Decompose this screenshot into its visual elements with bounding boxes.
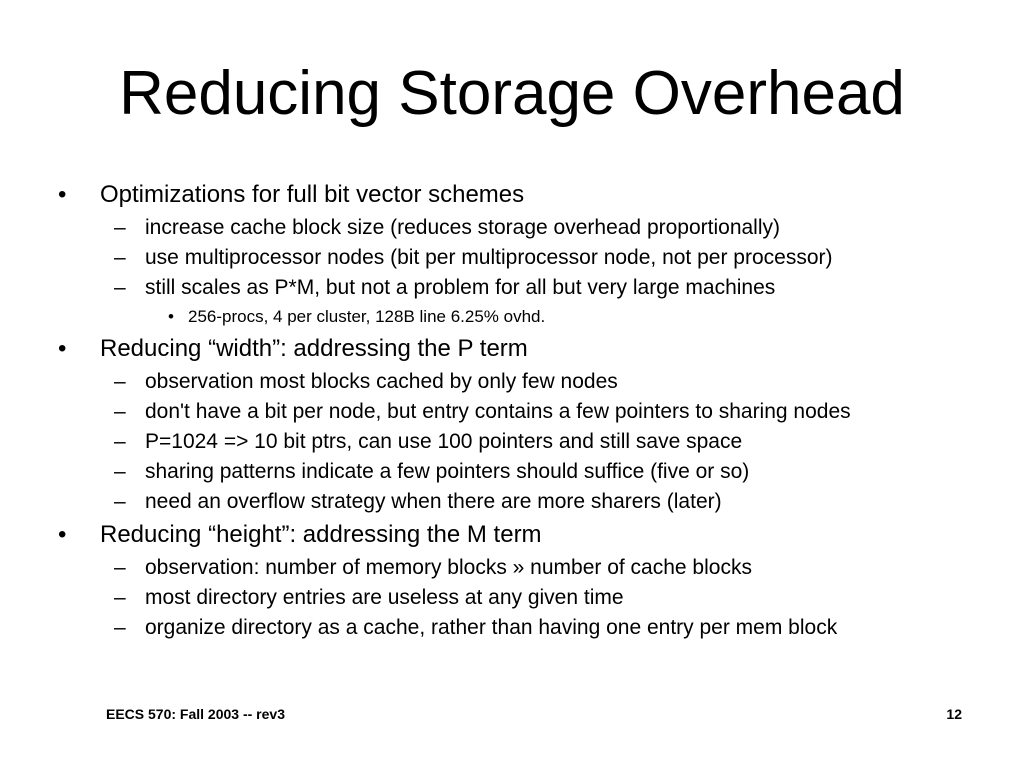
sub-bullet-text: P=1024 => 10 bit ptrs, can use 100 pointers and still save space (145, 430, 743, 453)
dash-glyph: – (114, 586, 126, 609)
sub-bullet (100, 616, 1003, 640)
dash-glyph: – (114, 616, 126, 639)
sub-bullet-text: sharing patterns indicate a few pointers should suffice (five or so) (145, 460, 750, 483)
bullet-text: Optimizations for full bit vector schemes (100, 181, 525, 208)
dash-glyph: – (114, 400, 126, 423)
slide-title: Reducing Storage Overhead (119, 59, 905, 128)
sub-bullet-text: observation: number of memory blocks » number of cache blocks (145, 556, 752, 579)
footer-course-label: EECS 570: Fall 2003 -- rev3 (106, 706, 285, 722)
dash-glyph: – (114, 276, 126, 299)
sub-bullet-text: observation most blocks cached by only few nodes (145, 370, 618, 393)
sub-bullet (100, 276, 1003, 300)
sub-bullet-text: increase cache block size (reduces storage overhead proportionally) (145, 216, 781, 239)
bullet-text: Reducing “width”: addressing the P term (100, 335, 528, 362)
bullet-reducing-width (58, 334, 1003, 364)
bullet-text: Reducing “height”: addressing the M term (100, 521, 542, 548)
sub-bullet-text: use multiprocessor nodes (bit per multiprocessor node, not per processor) (145, 246, 833, 269)
dash-glyph: – (114, 556, 126, 579)
bullet-optimizations (58, 180, 1003, 210)
sub-bullet (100, 370, 1003, 394)
sub-bullet (100, 490, 1003, 514)
sub-bullet-text: need an overflow strategy when there are more sharers (later) (145, 490, 722, 513)
sub-sub-bullet-text: 256-procs, 4 per cluster, 128B line 6.25% ovhd. (188, 307, 546, 326)
dash-glyph: – (114, 216, 126, 239)
sub-bullet-text: don't have a bit per node, but entry contains a few pointers to sharing nodes (145, 400, 851, 423)
dash-glyph: – (114, 460, 126, 483)
bullet-reducing-height (58, 520, 1003, 550)
sub-sub-bullet (168, 306, 1003, 328)
dash-glyph: – (114, 370, 126, 393)
sub-bullet (100, 400, 1003, 424)
page-number: 12 (946, 706, 962, 722)
sub-bullet (100, 556, 1003, 580)
bullet-glyph: • (58, 521, 67, 548)
sub-bullet (100, 216, 1003, 240)
sub-bullet-text: most directory entries are useless at any given time (145, 586, 624, 609)
sub-bullet-text: organize directory as a cache, rather than having one entry per mem block (145, 616, 838, 639)
slide-body (58, 178, 1003, 640)
dash-glyph: – (114, 246, 126, 269)
sub-bullet (100, 246, 1003, 270)
sub-bullet (100, 430, 1003, 454)
dash-glyph: – (114, 430, 126, 453)
sub-bullet (100, 586, 1003, 610)
sub-bullet-text: still scales as P*M, but not a problem for all but very large machines (145, 276, 776, 299)
sub-bullet (100, 460, 1003, 484)
bullet-glyph: • (58, 181, 67, 208)
bullet-glyph: • (168, 307, 174, 326)
bullet-glyph: • (58, 335, 67, 362)
dash-glyph: – (114, 490, 126, 513)
